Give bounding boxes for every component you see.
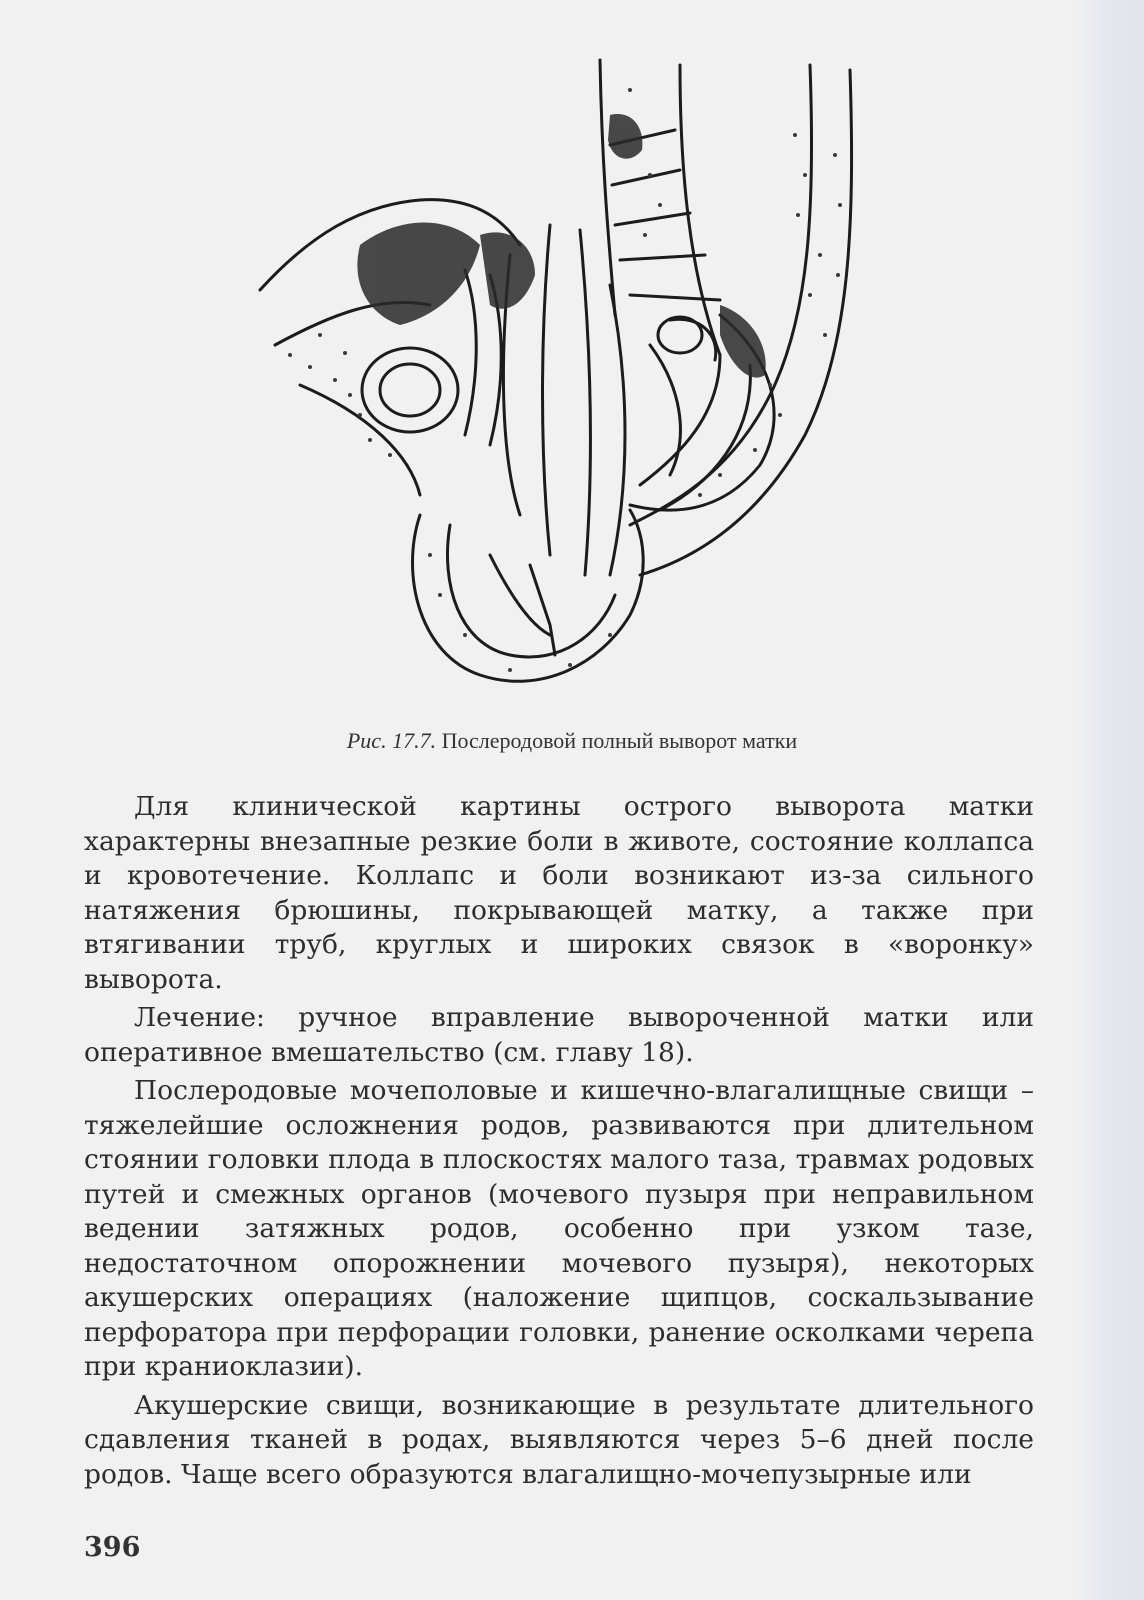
paragraph: Акушерские свищи, возникающие в результате длительного сдавления тканей в родах, выявляются через 5–6 дней после родов. Чаще всего образуются влагалищно-мочепузырные или xyxy=(84,1389,1034,1490)
page-edge-shadow xyxy=(1074,0,1144,1600)
anatomical-illustration xyxy=(250,55,870,695)
paragraph: Для клинической картины острого выворота матки характерны внезапные резкие боли в животе, состояние коллапса и кровотечение. Коллапс и боли возникают из-за сильного натяжения брюшины, покрывающей матку, а также при втягивании труб, круглых и широких связок в «воронку» выворота. xyxy=(84,791,1034,995)
page-number: 396 xyxy=(84,1532,141,1563)
body-text xyxy=(84,790,1034,1496)
paragraph: Лечение: ручное вправление вывороченной матки или оперативное вмешательство (см. главу 18). xyxy=(84,1002,1034,1068)
uterine-inversion-drawing xyxy=(250,55,870,695)
figure-label: Рис. 17.7. xyxy=(346,728,437,753)
paragraph: Послеродовые мочеполовые и кишечно-влагалищные свищи – тяжелейшие осложнения родов, развиваются при длительном стоянии головки плода в плоскостях малого таза, травмах родовых путей и смежных органов (мочевого пузыря при неправильном ведении затяжных родов, особенно при узком тазе, недостаточном опорожнении мочевого пузыря), некоторых акушерских операциях (наложение щипцов, соскальзывание перфоратора при перфорации головки, ранение осколками черепа при краниоклазии). xyxy=(84,1075,1034,1382)
figure-caption-text: Послеродовой полный выворот матки xyxy=(441,728,798,753)
figure-caption xyxy=(0,728,1144,754)
